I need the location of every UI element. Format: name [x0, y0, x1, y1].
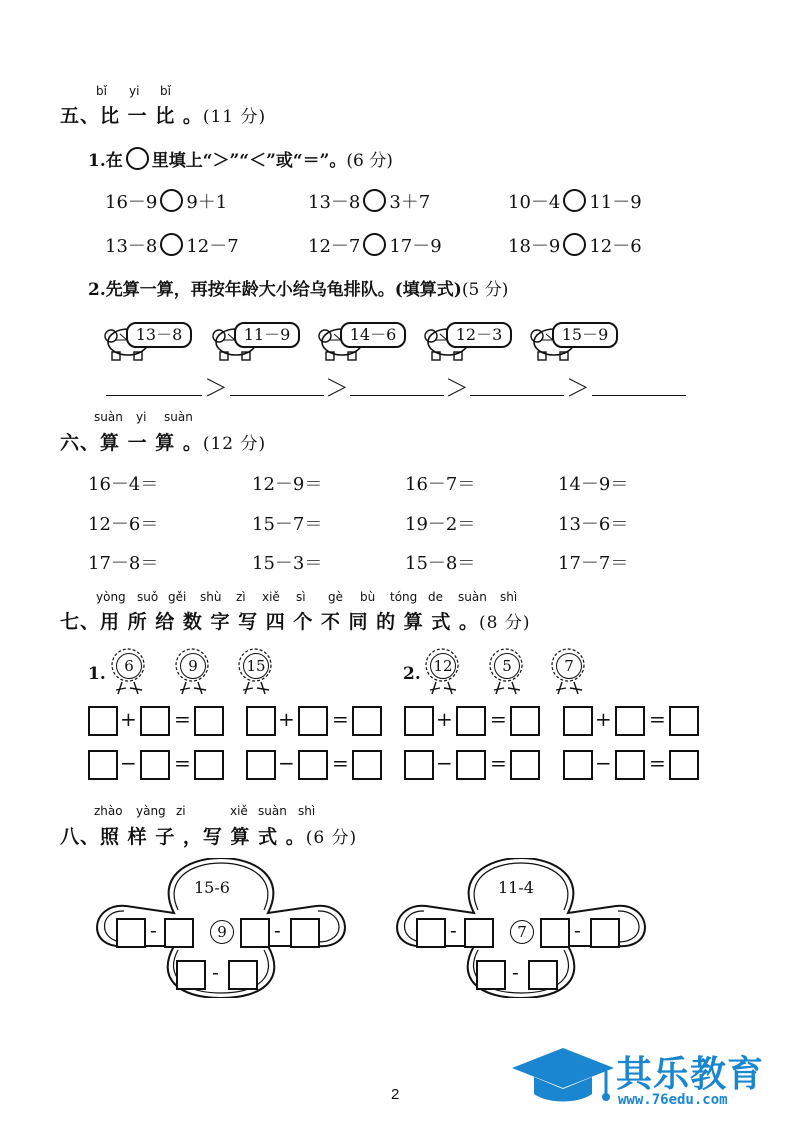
q5-2-instruction [88, 275, 508, 300]
sunflower-4 [420, 648, 466, 696]
calc-item: 16－4＝ [88, 474, 159, 495]
turtle-1 [102, 320, 194, 364]
page-number: 2 [391, 1086, 400, 1103]
answer-box[interactable] [116, 918, 146, 948]
answer-box[interactable] [540, 918, 570, 948]
section7-pinyin-2: suǒ [137, 590, 159, 604]
answer-box[interactable] [510, 706, 540, 736]
answer-box[interactable] [528, 960, 558, 990]
answer-box[interactable] [246, 706, 276, 736]
answer-box[interactable] [404, 750, 434, 780]
compare-left: 16－9 [105, 192, 158, 213]
turtle-2 [210, 320, 302, 364]
compare-item-2 [308, 188, 430, 214]
sunflower-number: 12 [430, 653, 456, 679]
sunflower-number: 6 [116, 653, 142, 679]
section7-points: (8 分) [479, 613, 531, 633]
section8-title: 八、照 样 子 ，写 算 式 。 [60, 826, 306, 848]
section7-pinyin-5: zì [236, 590, 246, 604]
order-blank-3[interactable] [350, 395, 444, 396]
center-number: 9 [210, 920, 234, 944]
section7-pinyin-8: gè [328, 590, 343, 604]
answer-box[interactable] [298, 750, 328, 780]
section8-pinyin-3: zi [176, 804, 186, 818]
answer-box[interactable] [669, 750, 699, 780]
compare-item-3 [508, 188, 642, 214]
plus-sign: + [120, 707, 137, 731]
section6-pinyin-2: yi [136, 410, 147, 424]
answer-box[interactable] [456, 706, 486, 736]
circle-icon [126, 147, 149, 170]
section8-pinyin-4: xiě [230, 804, 248, 818]
answer-circle[interactable] [160, 233, 183, 256]
equals-sign: = [490, 751, 507, 775]
answer-box[interactable] [563, 750, 593, 780]
section6-heading [60, 428, 266, 455]
answer-box[interactable] [416, 918, 446, 948]
section6-pinyin-1: suàn [94, 410, 123, 424]
equals-sign: = [490, 707, 507, 731]
section8-pinyin-5: suàn [258, 804, 287, 818]
turtle-5 [528, 320, 620, 364]
section7-pinyin-6: xiě [262, 590, 280, 604]
compare-left: 10－4 [508, 192, 561, 213]
compare-item-5 [308, 232, 442, 258]
minus-sign: - [450, 918, 457, 942]
logo-url: www.76edu.com [618, 1092, 728, 1108]
turtle-expression: 15－9 [552, 322, 618, 348]
calc-item: 12－6＝ [88, 514, 159, 535]
minus-sign: - [274, 918, 281, 942]
order-blank-5[interactable] [592, 395, 686, 396]
sunflower-number: 9 [180, 653, 206, 679]
plus-sign: + [436, 707, 453, 731]
answer-box[interactable] [464, 918, 494, 948]
compare-left: 12－7 [308, 236, 361, 257]
center-number: 7 [510, 920, 534, 944]
calc-item: 16－7＝ [405, 474, 476, 495]
q5-2-num: 2. [88, 280, 106, 300]
section7-pinyin-1: yòng [96, 590, 126, 604]
answer-box[interactable] [563, 706, 593, 736]
section7-heading [60, 607, 530, 634]
section7-pinyin-9: bù [360, 590, 376, 604]
calc-item: 17－8＝ [88, 553, 159, 574]
compare-right: 17－9 [389, 236, 442, 257]
section7-pinyin-11: de [428, 590, 443, 604]
logo-text: 其乐教育 [616, 1054, 765, 1095]
sunflower-1 [106, 648, 152, 696]
answer-box[interactable] [456, 750, 486, 780]
section7-pinyin-7: sì [296, 590, 306, 604]
compare-item-1 [105, 188, 227, 214]
answer-box[interactable] [164, 918, 194, 948]
answer-box[interactable] [615, 706, 645, 736]
answer-box[interactable] [140, 750, 170, 780]
section8-heading [60, 822, 357, 849]
answer-box[interactable] [240, 918, 270, 948]
answer-box[interactable] [352, 706, 382, 736]
section5-pinyin-1: bǐ [96, 84, 107, 98]
minus-sign: − [595, 751, 612, 775]
section8-points: (6 分) [305, 828, 358, 848]
answer-circle[interactable] [363, 189, 386, 212]
q5-2-points: (5 分) [461, 280, 509, 300]
graduation-cap-icon [508, 1044, 618, 1108]
section7-pinyin-10: tóng [390, 590, 418, 604]
answer-box[interactable] [194, 750, 224, 780]
equals-sign: = [332, 707, 349, 731]
q5-1-instruction [88, 146, 393, 171]
flower-2 [386, 858, 656, 998]
answer-box[interactable] [194, 706, 224, 736]
greater-than: ＞ [445, 374, 469, 402]
flower-example: 15-6 [194, 878, 230, 897]
section6-title: 六、算 一 算 。 [60, 432, 203, 454]
section7-pinyin-13: shì [500, 590, 518, 604]
greater-than: ＞ [204, 374, 228, 402]
section7-pinyin-3: gěi [168, 590, 187, 604]
answer-box[interactable] [352, 750, 382, 780]
calc-item: 15－7＝ [252, 514, 323, 535]
compare-left: 13－8 [308, 192, 361, 213]
turtle-expression: 12－3 [446, 322, 512, 348]
group2-num: 2. [403, 664, 421, 684]
section5-heading [60, 101, 266, 128]
sunflower-5 [484, 648, 530, 696]
sunflower-number: 7 [556, 653, 582, 679]
turtle-3 [316, 320, 408, 364]
section5-pinyin-3: bǐ [160, 84, 171, 98]
equals-sign: = [649, 707, 666, 731]
section8-pinyin-6: shì [298, 804, 316, 818]
turtle-expression: 13－8 [126, 322, 192, 348]
answer-box[interactable] [669, 706, 699, 736]
equals-sign: = [174, 707, 191, 731]
section5-title: 五、比 一 比 。 [60, 105, 203, 127]
answer-box[interactable] [298, 706, 328, 736]
section5-points: (11 分) [202, 107, 267, 127]
order-blank-1[interactable] [106, 395, 202, 396]
section6-pinyin-3: suàn [164, 410, 193, 424]
flower-1 [86, 858, 356, 998]
section7-pinyin-12: suàn [458, 590, 487, 604]
answer-box[interactable] [476, 960, 506, 990]
answer-circle[interactable] [563, 233, 586, 256]
answer-box[interactable] [290, 918, 320, 948]
answer-box[interactable] [228, 960, 258, 990]
compare-right: 9＋1 [186, 192, 228, 213]
minus-sign: - [150, 918, 157, 942]
answer-box[interactable] [590, 918, 620, 948]
q5-1-text-b: 里填上“＞”“＜”或“＝”。 [151, 151, 347, 171]
sunflower-2 [170, 648, 216, 696]
order-blank-4[interactable] [470, 395, 564, 396]
compare-item-4 [105, 232, 239, 258]
logo [508, 1042, 784, 1114]
compare-left: 18－9 [508, 236, 561, 257]
minus-sign: − [436, 751, 453, 775]
group1-num: 1. [88, 664, 106, 684]
compare-right: 12－7 [186, 236, 239, 257]
sunflower-number: 15 [243, 653, 269, 679]
calc-item: 15－3＝ [252, 553, 323, 574]
q5-2-text: 先算一算，再按年龄大小给乌龟排队。(填算式) [105, 280, 462, 300]
q5-1-text-a: 在 [105, 151, 123, 171]
answer-box[interactable] [615, 750, 645, 780]
answer-box[interactable] [88, 706, 118, 736]
calc-item: 19－2＝ [405, 514, 476, 535]
sunflower-number: 5 [494, 653, 520, 679]
turtle-expression: 11－9 [234, 322, 300, 348]
answer-box[interactable] [176, 960, 206, 990]
order-blank-2[interactable] [230, 395, 324, 396]
turtle-expression: 14－6 [340, 322, 406, 348]
greater-than: ＞ [566, 374, 590, 402]
equals-sign: = [174, 751, 191, 775]
minus-sign: - [212, 960, 219, 984]
compare-right: 11－9 [589, 192, 642, 213]
minus-sign: - [512, 960, 519, 984]
compare-item-6 [508, 232, 642, 258]
q5-1-points: (6 分) [346, 151, 393, 171]
answer-box[interactable] [510, 750, 540, 780]
minus-sign: - [574, 918, 581, 942]
greater-than: ＞ [325, 374, 349, 402]
answer-circle[interactable] [160, 189, 183, 212]
equals-sign: = [649, 751, 666, 775]
calc-item: 12－9＝ [252, 474, 323, 495]
section5-pinyin-2: yi [129, 84, 140, 98]
section8-pinyin-1: zhào [94, 804, 123, 818]
answer-box[interactable] [246, 750, 276, 780]
q5-1-num: 1. [88, 151, 106, 171]
answer-circle[interactable] [363, 233, 386, 256]
answer-box[interactable] [140, 706, 170, 736]
sunflower-6 [546, 648, 592, 696]
compare-right: 3＋7 [389, 192, 431, 213]
minus-sign: − [278, 751, 295, 775]
answer-box[interactable] [88, 750, 118, 780]
answer-circle[interactable] [563, 189, 586, 212]
section6-points: (12 分) [202, 434, 267, 454]
plus-sign: + [595, 707, 612, 731]
calc-item: 13－6＝ [558, 514, 629, 535]
flower-example: 11-4 [498, 878, 534, 897]
plus-sign: + [278, 707, 295, 731]
sunflower-3 [233, 648, 279, 696]
calc-item: 17－7＝ [558, 553, 629, 574]
turtle-4 [422, 320, 514, 364]
equals-sign: = [332, 751, 349, 775]
calc-item: 14－9＝ [558, 474, 629, 495]
section7-title: 七、用 所 给 数 字 写 四 个 不 同 的 算 式 。 [60, 611, 479, 633]
compare-left: 13－8 [105, 236, 158, 257]
section7-pinyin-4: shù [200, 590, 222, 604]
minus-sign: − [120, 751, 137, 775]
calc-item: 15－8＝ [405, 553, 476, 574]
answer-box[interactable] [404, 706, 434, 736]
compare-right: 12－6 [589, 236, 642, 257]
section8-pinyin-2: yàng [136, 804, 166, 818]
